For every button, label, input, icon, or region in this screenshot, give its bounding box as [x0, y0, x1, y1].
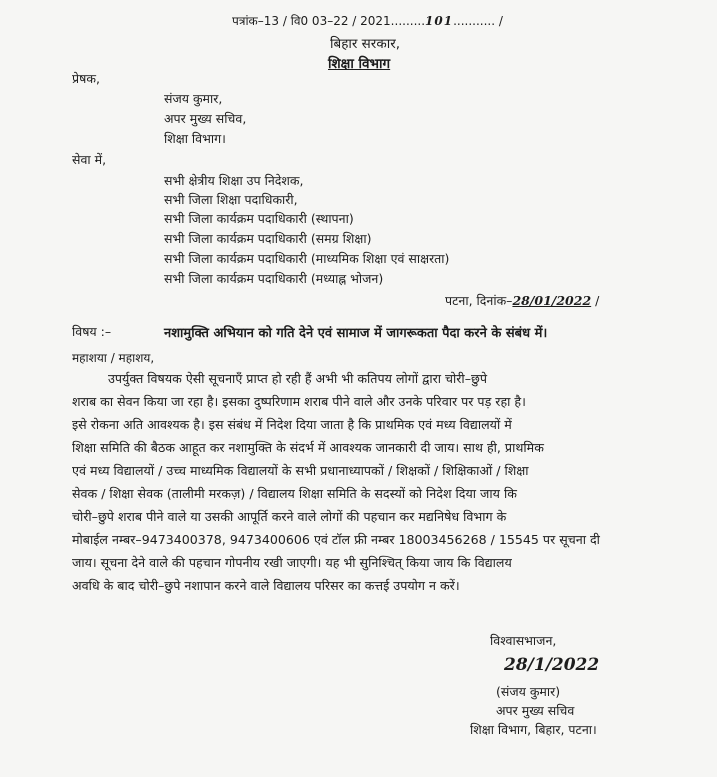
reference-number-suffix: ........... / [453, 14, 503, 28]
closing: विश्वासभाजन, [490, 633, 557, 648]
reference-number-handwritten: 101 [425, 14, 454, 28]
sender-line: शिक्षा विभाग। [164, 131, 226, 146]
reference-number [232, 12, 503, 29]
recipient-line: सभी जिला कार्यक्रम पदाधिकारी (समग्र शिक्षा) [164, 231, 372, 246]
signature-scribble: 28/1/2022 [504, 655, 600, 675]
recipient-line: सभी जिला शिक्षा पदाधिकारी, [164, 192, 298, 207]
department-name: शिक्षा विभाग [328, 56, 391, 72]
sender-line: संजय कुमार, [164, 91, 223, 106]
body-line: इसे रोकना अति आवश्यक है। इस संबंध में निदेश दिया जाता है कि प्राथमिक एवं मध्य विद्यालयों में [72, 417, 512, 432]
recipient-line: सभी क्षेत्रीय शिक्षा उप निदेशक, [164, 173, 304, 188]
date-prefix: पटना, दिनांक– [445, 293, 513, 308]
body-line: शिक्षा समिति की बैठक आहूत कर नशामुक्ति के संदर्भ में आवश्यक जानकारी दी जाय। साथ ही, प्राथमिक [72, 440, 544, 455]
date-handwritten: 28/01/2022 [512, 293, 592, 308]
sender-label: प्रेषक, [72, 71, 100, 86]
subject-text: नशामुक्ति अभियान को गति देने एवं सामाज में जागरूकता पैदा करने के संबंध में। [164, 326, 548, 341]
date-suffix: / [591, 293, 600, 308]
recipient-line: सभी जिला कार्यक्रम पदाधिकारी (माध्यमिक शिक्षा एवं साक्षरता) [164, 251, 450, 266]
reference-number-text: पत्रांक–13 / वि0 03–22 / 2021......... [232, 14, 426, 28]
recipients-label: सेवा में, [72, 152, 107, 167]
body-line: शराब का सेवन किया जा रहा है। इसका दुष्परिणाम शराब पीने वाले और उनके परिवार पर पड़ रहा है। [72, 394, 526, 409]
body-line: एवं मध्य विद्यालयों / उच्च माध्यमिक विद्यालयों के सभी प्रधानाध्यापकों / शिक्षकों / शिक्षिकाओं / शिक्षा [72, 463, 529, 478]
subject-label: विषय :– [72, 324, 112, 339]
salutation: महाशया / महाशय, [72, 351, 155, 365]
recipient-line: सभी जिला कार्यक्रम पदाधिकारी (स्थापना) [164, 211, 354, 226]
body-line: सेवक / शिक्षा सेवक (तालीमी मरकज़) / विद्यालय शिक्षा समिति के सदस्यों को निदेश दिया जाय कि [72, 486, 517, 501]
recipient-line: सभी जिला कार्यक्रम पदाधिकारी (मध्याह्न भोजन) [164, 271, 384, 286]
sender-line: अपर मुख्य सचिव, [164, 111, 247, 126]
body-line: जाय। सूचना देने वाले की पहचान गोपनीय रखी जाएगी। यह भी सुनिश्चित् किया जाय कि विद्यालय [72, 555, 512, 570]
body-line: अवधि के बाद चोरी–छुपे नशापान करने वाले विद्यालय परिसर का कत्तई उपयोग न करें। [72, 578, 460, 593]
signatory-title: अपर मुख्य सचिव [496, 703, 575, 718]
body-line: चोरी–छुपे शराब पीने वाले या उसकी आपूर्ति करने वाले लोगों की पहचान कर मद्यनिषेध विभाग के [72, 509, 507, 524]
signatory-name: (संजय कुमार) [496, 684, 561, 699]
government-name: बिहार सरकार, [330, 36, 401, 52]
body-line: मोबाईल नम्बर–9473400378, 9473400606 एवं टॉल फ्री नम्बर 18003456268 / 15545 पर सूचना दी [72, 532, 600, 547]
signatory-department: शिक्षा विभाग, बिहार, पटना। [470, 722, 597, 737]
letter-date [445, 292, 599, 309]
body-line: उपर्युक्त विषयक ऐसी सूचनाएँ प्राप्त हो रही हैं अभी भी कतिपय लोगों द्वारा चोरी–छुपे [108, 371, 487, 386]
